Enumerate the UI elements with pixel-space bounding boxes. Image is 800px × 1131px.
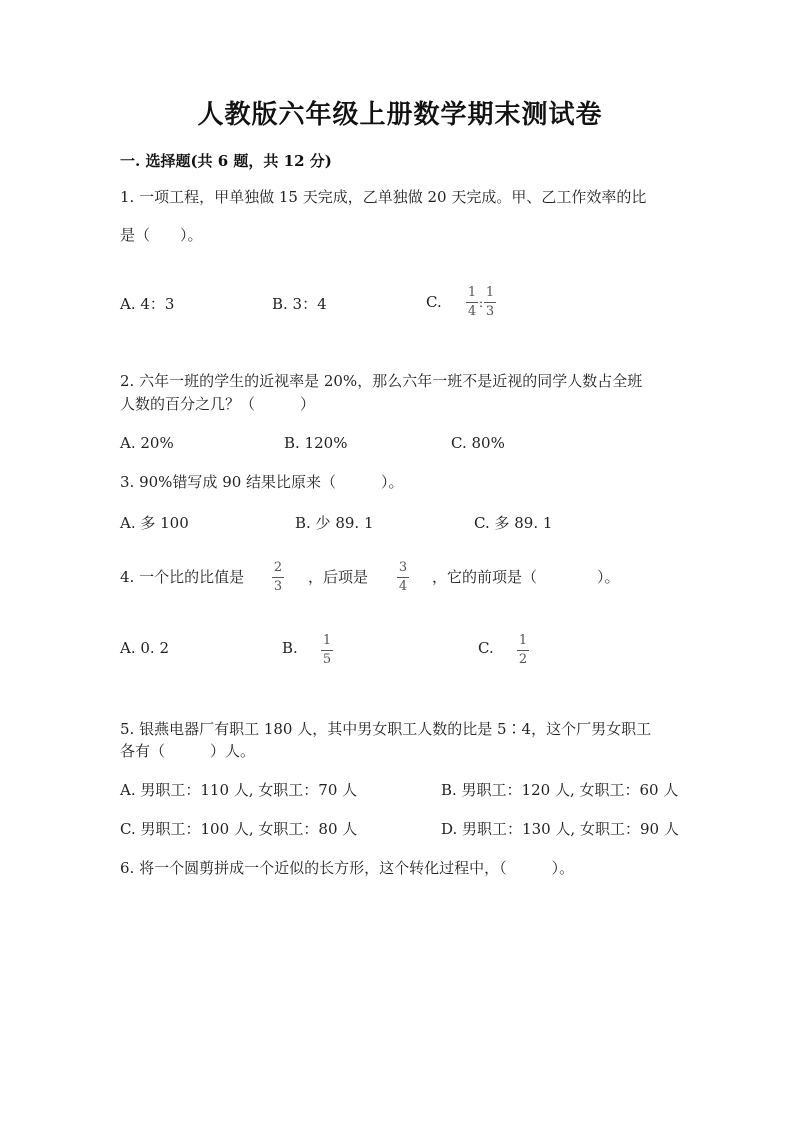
question-5-option-a: A. 男职工：110 人, 女职工：70 人 (120, 781, 358, 799)
fraction-numerator: 1 (467, 285, 477, 300)
question-2-option-c: C. 80% (451, 434, 505, 452)
fraction-bar (517, 650, 529, 651)
question-3-option-a: A. 多 100 (120, 514, 189, 532)
fraction-numerator: 1 (485, 285, 495, 300)
question-4-text-end: ，它的前项是（ ）。 (432, 568, 620, 586)
question-4-text-start: 4. 一个比的比值是 (120, 568, 245, 586)
fraction-numerator: 1 (322, 633, 332, 648)
question-1-line-2: 是（ ）。 (120, 226, 203, 244)
fraction-bar (397, 577, 409, 578)
question-1-option-b: B. 3：4 (272, 295, 327, 313)
question-4-text-middle: ，后项是 (308, 568, 369, 586)
ratio-separator: : (479, 295, 484, 310)
fraction-numerator: 2 (273, 560, 283, 575)
question-2-option-b: B. 120% (284, 434, 348, 452)
question-3-option-b: B. 少 89. 1 (295, 514, 374, 532)
question-4-option-c-fraction (517, 633, 529, 668)
question-4-fraction-consequent (397, 560, 409, 595)
question-4-option-b-label: B. (282, 639, 298, 657)
fraction-bar (272, 577, 284, 578)
question-3-option-c: C. 多 89. 1 (474, 514, 553, 532)
fraction-denominator: 3 (485, 304, 495, 319)
fraction-bar (321, 650, 333, 651)
question-3-line-1: 3. 90%错写成 90 结果比原来（ ）。 (120, 473, 404, 491)
fraction-denominator: 4 (398, 579, 408, 594)
question-5-line-1: 5. 银燕电器厂有职工 180 人，其中男女职工人数的比是 5∶4，这个厂男女职工 (120, 720, 652, 738)
question-1-option-c-ratio (466, 285, 496, 320)
fraction-numerator: 1 (518, 633, 528, 648)
fraction (466, 285, 478, 320)
question-5-option-d: D. 男职工：130 人, 女职工：90 人 (441, 820, 679, 838)
question-4-fraction-ratio-value (272, 560, 284, 595)
question-1-option-a: A. 4：3 (120, 295, 175, 313)
question-4-option-c-label: C. (478, 639, 494, 657)
fraction-numerator: 3 (398, 560, 408, 575)
question-6-line-1: 6. 将一个圆剪拼成一个近似的长方形，这个转化过程中，（ ）。 (120, 859, 575, 877)
question-2-line-1: 2. 六年一班的学生的近视率是 20%，那么六年一班不是近视的同学人数占全班 (120, 372, 643, 390)
question-4-option-a: A. 0. 2 (120, 639, 169, 657)
fraction-denominator: 4 (467, 304, 477, 319)
fraction-denominator: 5 (322, 652, 332, 667)
question-1-line-1: 1. 一项工程，甲单独做 15 天完成，乙单独做 20 天完成。甲、乙工作效率的比 (120, 188, 647, 206)
question-5-option-c: C. 男职工：100 人, 女职工：80 人 (120, 820, 358, 838)
question-2-option-a: A. 20% (120, 434, 174, 452)
question-2-line-2: 人数的百分之几？（ ） (120, 395, 316, 413)
question-4-option-b-fraction (321, 633, 333, 668)
page-title: 人教版六年级上册数学期末测试卷 (197, 100, 603, 130)
fraction (484, 285, 496, 320)
question-5-line-2: 各有（ ）人。 (120, 742, 256, 760)
fraction-bar (466, 302, 478, 303)
fraction-denominator: 2 (518, 652, 528, 667)
fraction-bar (484, 302, 496, 303)
question-5-option-b: B. 男职工：120 人, 女职工：60 人 (441, 781, 679, 799)
section-heading: 一. 选择题(共 6 题，共 12 分) (120, 152, 332, 170)
fraction-denominator: 3 (273, 579, 283, 594)
question-1-option-c-label: C. (426, 293, 442, 311)
